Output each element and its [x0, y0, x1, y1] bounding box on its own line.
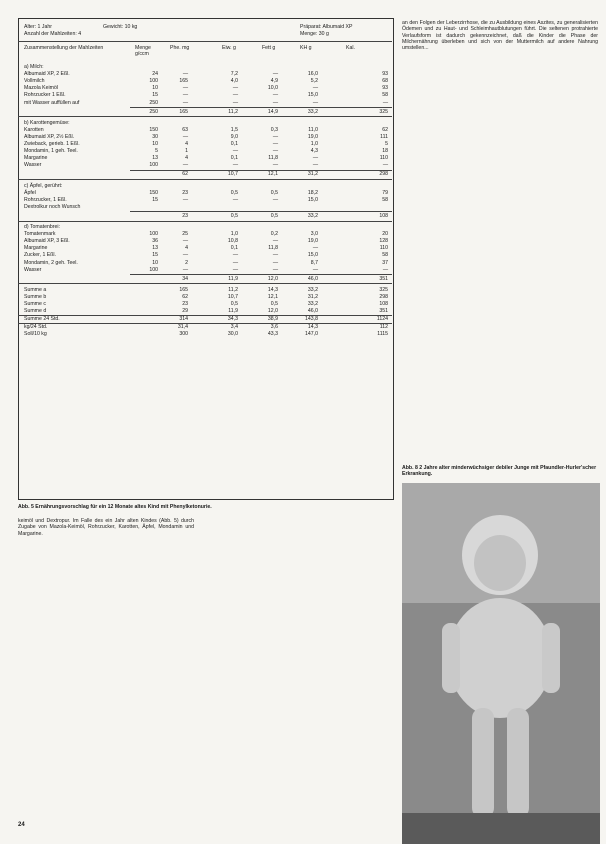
- table-row-label: Wasser: [24, 266, 42, 273]
- table-row-label: Dextrolkur noch Wunsch: [24, 203, 81, 210]
- table-cell: 1: [185, 148, 188, 155]
- table-cell: 37: [382, 259, 388, 266]
- table-cell: 0,5: [230, 189, 238, 196]
- section-total-cell: 31,2: [307, 171, 318, 178]
- table-cell: 15: [152, 196, 158, 203]
- table-cell: 4,3: [310, 148, 318, 155]
- row-divider: [18, 221, 392, 222]
- table-cell: 58: [382, 196, 388, 203]
- sum-cell: 33,2: [307, 286, 318, 293]
- table-cell: 11,8: [268, 245, 278, 252]
- sum-cell: 23: [182, 301, 188, 307]
- sum-cell: 10,7: [227, 293, 238, 300]
- table-cell: —: [272, 196, 278, 203]
- table-cell: 4,0: [230, 78, 238, 85]
- table-row-label: Rohrzucker 1 Eßl.: [24, 92, 66, 99]
- child-photo: [402, 483, 600, 844]
- table-cell: 100: [149, 162, 158, 169]
- page-number: 24: [18, 822, 25, 828]
- table-cell: —: [232, 196, 238, 203]
- table-row-label: Margarine: [24, 155, 48, 162]
- table-row-label: Rohrzucker, 1 Eßl.: [24, 196, 67, 203]
- sum-cell: 108: [379, 301, 388, 307]
- table-cell: 1,0: [310, 141, 318, 147]
- table-cell: —: [182, 71, 188, 78]
- table-cell: —: [382, 162, 388, 169]
- table-row-label: Zucker, 1 Eßl.: [24, 252, 56, 259]
- sum-row-label: Soll/10 kg: [24, 331, 47, 338]
- section-total-cell: 0,5: [230, 212, 238, 219]
- sum-cell: 112: [379, 324, 388, 331]
- sum-cell: 298: [379, 293, 388, 300]
- sum-cell: 325: [379, 286, 388, 293]
- table-cell: 10: [152, 141, 158, 147]
- sum-cell: 34,3: [227, 316, 238, 323]
- table-cell: 7,2: [230, 71, 238, 78]
- table-cell: 8,7: [310, 259, 318, 266]
- table-cell: 10: [152, 85, 158, 92]
- table-cell: —: [232, 85, 238, 92]
- section-total-cell: 62: [182, 171, 188, 178]
- table-cell: 93: [382, 71, 388, 78]
- section-total-cell: 34: [182, 275, 188, 282]
- table-cell: 79: [382, 189, 388, 196]
- table-row-label: Margarine: [24, 245, 48, 252]
- table-cell: 25: [182, 231, 188, 238]
- table-cell: —: [382, 266, 388, 273]
- sum-row-label: Summe c: [24, 301, 46, 307]
- table-cell: —: [312, 266, 318, 273]
- table-cell: 15,0: [307, 196, 318, 203]
- table-cell: —: [312, 99, 318, 106]
- photo-caption: Abb. 8 2 Jahre alter minderwüchsiger debiler Junge mit Pfaundler-Hurler'scher Erkrankung.: [402, 465, 597, 477]
- table-cell: —: [382, 99, 388, 106]
- section-total-cell: 14,9: [267, 108, 278, 115]
- table-cell: 0,1: [230, 245, 238, 252]
- sum-row-label: kg/24 Std.: [24, 324, 48, 331]
- section-total-cell: 325: [379, 108, 388, 115]
- table-cell: 19,0: [307, 133, 318, 140]
- col-label-carbs: KH g: [300, 45, 312, 51]
- col-label-protein: Eiw. g: [222, 45, 236, 51]
- col-label-amount: Menge g/ccm: [135, 45, 151, 58]
- table-cell: 62: [382, 126, 388, 133]
- table-cell: —: [232, 259, 238, 266]
- table-cell: —: [272, 141, 278, 147]
- sum-cell: 33,2: [307, 301, 318, 307]
- sum-row-label: Summe b: [24, 293, 47, 300]
- section-title: c) Äpfel, gerührt:: [24, 182, 63, 189]
- table-header-meals: Anzahl der Mahlzeiten: 4: [24, 31, 82, 37]
- table-cell: 4: [185, 245, 188, 252]
- table-cell: —: [182, 99, 188, 106]
- section-total-cell: 23: [182, 212, 188, 219]
- table-cell: 11,8: [268, 155, 278, 162]
- sum-cell: 11,9: [228, 308, 238, 315]
- table-cell: 4: [185, 155, 188, 162]
- table-cell: 128: [379, 238, 388, 245]
- right-column-text: an den Folgen der Leberzirrhose, die zu Ausbildung eines Aszites, zu generalisierten Ödemen und zu Haut- und Schleimhautblutungen führt. Die seltenen protrahierte Verlaufsform ist dadurch gekennzeichnet, daß die Kinder die Phase der Milchernährung überleben und sich von der Muttermilch auf andere Nahrung umstellen...: [402, 20, 598, 52]
- table-cell: —: [232, 92, 238, 99]
- table-row-label: Mazola Keimöl: [24, 85, 59, 92]
- table-cell: —: [272, 148, 278, 155]
- table-row-label: Tomatenmark: [24, 231, 56, 238]
- table-cell: 5: [155, 148, 158, 155]
- sum-cell: 0,5: [230, 301, 238, 307]
- section-total-cell: 12,1: [267, 171, 278, 178]
- table-header-preparation: Präparat: Albumaid XP: [300, 24, 353, 30]
- table-cell: 3,0: [310, 231, 318, 238]
- table-cell: —: [272, 99, 278, 106]
- sum-cell: 38,9: [267, 316, 278, 323]
- table-cell: 0,1: [230, 155, 238, 162]
- table-cell: 0,5: [270, 189, 278, 196]
- table-cell: 16,0: [307, 71, 318, 78]
- section-title: b) Karottengemüse:: [24, 119, 70, 126]
- row-divider: [18, 323, 392, 324]
- table-cell: —: [272, 259, 278, 266]
- sum-cell: 3,6: [270, 324, 278, 331]
- table-cell: 24: [152, 71, 158, 78]
- table-cell: 5: [385, 141, 388, 147]
- col-label-fat: Fett g: [262, 45, 276, 51]
- table-cell: —: [182, 266, 188, 273]
- table-cell: 18,2: [307, 189, 318, 196]
- table-cell: 23: [182, 189, 188, 196]
- table-cell: 13: [152, 245, 158, 252]
- table-cell: 20: [382, 231, 388, 238]
- sum-cell: 43,3: [267, 331, 278, 338]
- table-cell: —: [232, 252, 238, 259]
- table-cell: —: [272, 133, 278, 140]
- table-cell: —: [182, 133, 188, 140]
- col-label-meals: Zusammenstellung der Mahlzeiten: [24, 45, 104, 51]
- sum-cell: 1115: [377, 331, 388, 338]
- table-cell: 15,0: [307, 92, 318, 99]
- sum-cell: 46,0: [307, 308, 318, 315]
- table-header-amount: Menge: 30 g: [300, 31, 329, 37]
- table-cell: 93: [382, 85, 388, 92]
- table-cell: —: [232, 148, 238, 155]
- table-cell: —: [272, 162, 278, 169]
- table-cell: 111: [380, 133, 388, 140]
- sum-cell: 14,3: [267, 286, 278, 293]
- sum-cell: 31,2: [307, 293, 318, 300]
- sum-cell: 12,1: [267, 293, 278, 300]
- divider: [18, 41, 392, 42]
- table-row-label: Vollmilch: [24, 78, 45, 85]
- table-cell: 58: [382, 252, 388, 259]
- table-header-age: Alter: 1 Jahr: [24, 24, 52, 30]
- table-cell: 36: [152, 238, 158, 245]
- table-cell: 15: [152, 252, 158, 259]
- table-cell: 5,2: [310, 78, 318, 85]
- section-total-cell: 10,7: [227, 171, 238, 178]
- sum-cell: 62: [182, 293, 188, 300]
- sum-row-label: Summe 24 Std.: [24, 316, 60, 323]
- sum-row-label: Summe a: [24, 286, 47, 293]
- row-divider: [18, 116, 392, 117]
- table-header-weight: Gewicht: 10 kg: [103, 24, 138, 30]
- table-cell: 10,0: [267, 85, 278, 92]
- table-cell: 58: [382, 92, 388, 99]
- sum-cell: 11,2: [228, 286, 238, 293]
- table-row-label: Karotten: [24, 126, 44, 133]
- table-cell: —: [312, 245, 318, 252]
- sum-cell: 0,5: [270, 301, 278, 307]
- table-row-label: Mondamin, 1 geh. Teel.: [24, 148, 78, 155]
- table-cell: 4: [185, 141, 188, 147]
- section-title: d) Tomatenbrei:: [24, 224, 60, 230]
- section-total-cell: 46,0: [307, 275, 318, 282]
- section-total-cell: 0,5: [270, 212, 278, 219]
- table-cell: —: [272, 238, 278, 245]
- table-cell: 2: [185, 259, 188, 266]
- table-cell: —: [182, 196, 188, 203]
- table-cell: 150: [149, 189, 158, 196]
- table-cell: 0,1: [230, 141, 238, 147]
- section-total-cell: 250: [149, 108, 158, 115]
- table-cell: 63: [182, 126, 188, 133]
- table-cell: 110: [379, 155, 388, 162]
- table-row-label: Albumaid XP, 2 Eßl.: [24, 71, 70, 78]
- table-cell: 1,5: [230, 126, 238, 133]
- table-cell: 15: [152, 92, 158, 99]
- row-divider: [18, 315, 392, 316]
- sum-row-label: Summe d: [24, 308, 47, 315]
- table-cell: 165: [179, 78, 188, 85]
- sum-cell: 12,0: [267, 308, 278, 315]
- table-cell: —: [232, 266, 238, 273]
- table-cell: 250: [149, 99, 158, 106]
- table-cell: 10: [152, 259, 158, 266]
- table-cell: 68: [382, 78, 388, 85]
- table-cell: —: [182, 238, 188, 245]
- sum-cell: 30,0: [227, 331, 238, 338]
- section-total-cell: 11,9: [228, 275, 238, 282]
- table-cell: —: [312, 155, 318, 162]
- section-title: a) Milch:: [24, 64, 44, 70]
- table-cell: —: [312, 85, 318, 92]
- table-cell: —: [182, 162, 188, 169]
- table-cell: 0,2: [270, 231, 278, 238]
- sum-cell: 31,4: [177, 324, 188, 331]
- table-cell: 15,0: [307, 252, 318, 259]
- table-cell: 100: [149, 78, 158, 85]
- table-cell: —: [232, 162, 238, 169]
- sum-cell: 1124: [376, 316, 388, 323]
- sum-cell: 143,8: [305, 316, 318, 323]
- sum-cell: 14,3: [307, 324, 318, 331]
- table-row-label: Äpfel: [24, 189, 36, 196]
- table-cell: 100: [149, 231, 158, 238]
- table-cell: 100: [149, 266, 158, 273]
- sum-cell: 300: [179, 331, 188, 338]
- sum-cell: 165: [179, 286, 188, 293]
- table-cell: 0,3: [270, 126, 278, 133]
- table-row-label: Mondamin, 2 geh. Teel.: [24, 259, 78, 266]
- sum-cell: 147,0: [305, 331, 318, 338]
- table-cell: —: [182, 252, 188, 259]
- row-divider: [18, 283, 392, 284]
- table-cell: 30: [152, 133, 158, 140]
- table-row-label: Zwieback, gerieb. 1 Eßl.: [24, 141, 80, 147]
- section-total-cell: 11,2: [228, 108, 238, 115]
- table-cell: —: [272, 71, 278, 78]
- table-cell: 1,0: [230, 231, 238, 238]
- table-cell: —: [182, 92, 188, 99]
- table-cell: 19,0: [307, 238, 318, 245]
- table-cell: 150: [149, 126, 158, 133]
- section-total-cell: 351: [379, 275, 388, 282]
- row-divider: [18, 179, 392, 180]
- sum-cell: 351: [379, 308, 388, 315]
- table-cell: —: [312, 162, 318, 169]
- table-cell: 10,8: [227, 238, 238, 245]
- body-text-left: keimöl und Dextropur. Im Falle des ein Jahr alten Kindes (Abb. 5) durch Zugabe von Mazola-Keimöl, Rohrzucker, Karotten, Äpfel, Mondamin und Margarine.: [18, 518, 194, 537]
- section-total-cell: 108: [379, 212, 388, 219]
- table-cell: —: [272, 266, 278, 273]
- sum-cell: 3,4: [230, 324, 238, 331]
- table-row-label: Albumaid XP, 2½ Eßl.: [24, 133, 75, 140]
- section-total-cell: 165: [179, 108, 188, 115]
- section-total-cell: 33,2: [307, 108, 318, 115]
- table-cell: —: [182, 85, 188, 92]
- table-cell: —: [272, 252, 278, 259]
- table-cell: 110: [379, 245, 388, 252]
- table-row-label: mit Wasser auffüllen auf: [24, 99, 80, 106]
- table-cell: —: [272, 92, 278, 99]
- section-total-cell: 298: [379, 171, 388, 178]
- table-cell: 4,9: [270, 78, 278, 85]
- table-cell: 9,0: [230, 133, 238, 140]
- figure-caption: Abb. 5 Ernährungsvorschlag für ein 12 Monate altes Kind mit Phenylketonurie.: [18, 504, 212, 510]
- table-cell: 18: [382, 148, 388, 155]
- col-label-kcal: Kal.: [346, 45, 355, 51]
- sum-cell: 314: [179, 316, 188, 323]
- col-label-phe: Phe. mg: [170, 45, 190, 51]
- sum-cell: 29: [182, 308, 188, 315]
- table-row-label: Albumaid XP, 3 Eßl.: [24, 238, 70, 245]
- section-total-cell: 33,2: [307, 212, 318, 219]
- table-cell: 13: [152, 155, 158, 162]
- table-row-label: Wasser: [24, 162, 42, 169]
- section-total-cell: 12,0: [267, 275, 278, 282]
- table-cell: 11,0: [308, 126, 318, 133]
- table-cell: —: [232, 99, 238, 106]
